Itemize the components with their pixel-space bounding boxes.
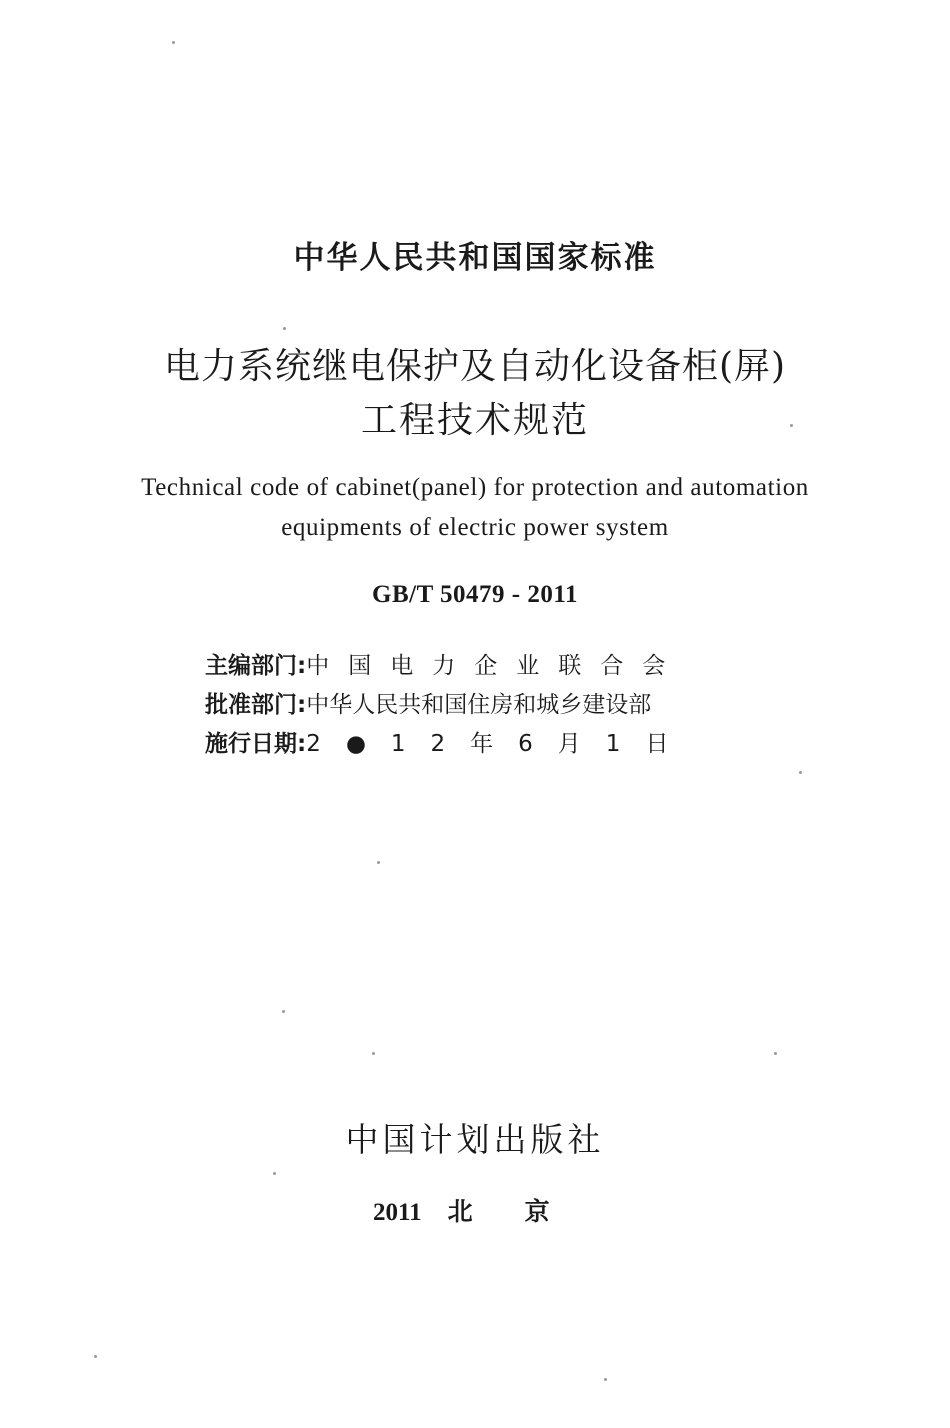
chinese-title-line-1: 电力系统继电保护及自动化设备柜(屏): [163, 346, 787, 387]
approver-label: 批准部门:: [205, 692, 307, 718]
english-title-line-2: equipments of electric power system: [281, 514, 669, 541]
issuing-info: [205, 647, 745, 764]
scan-speck: [377, 861, 380, 864]
effective-date-label: 施行日期:: [205, 731, 307, 757]
scan-speck: [604, 1378, 607, 1381]
publication-line: [373, 1192, 602, 1228]
scan-speck: [774, 1052, 777, 1055]
standard-number: GB/T 50479 - 2011: [372, 581, 578, 608]
effective-date-value: 2●12年6月1日: [306, 731, 694, 757]
editor-value: 中国电力企业联合会: [306, 653, 685, 679]
editor-label: 主编部门:: [205, 653, 307, 679]
scan-speck: [790, 424, 793, 427]
scan-speck: [799, 771, 802, 774]
national-standard-heading: 中华人民共和国国家标准: [293, 240, 657, 276]
editor-row: [205, 647, 745, 686]
approver-value: 中华人民共和国住房和城乡建设部: [306, 692, 652, 718]
publication-year: 2011: [373, 1199, 422, 1226]
scan-speck: [282, 1010, 285, 1013]
publication-city: 北京: [447, 1197, 602, 1226]
scan-speck: [372, 1052, 375, 1055]
scan-speck: [283, 327, 286, 330]
scan-speck: [94, 1355, 97, 1358]
effective-date-row: [205, 725, 745, 764]
scan-speck: [172, 41, 175, 44]
publisher-name: 中国计划出版社: [345, 1120, 605, 1159]
english-title-line-1: Technical code of cabinet(panel) for protection and automation: [141, 474, 809, 501]
chinese-title-line-2: 工程技术规范: [360, 400, 589, 441]
approver-row: [205, 686, 745, 725]
scan-speck: [273, 1172, 276, 1175]
